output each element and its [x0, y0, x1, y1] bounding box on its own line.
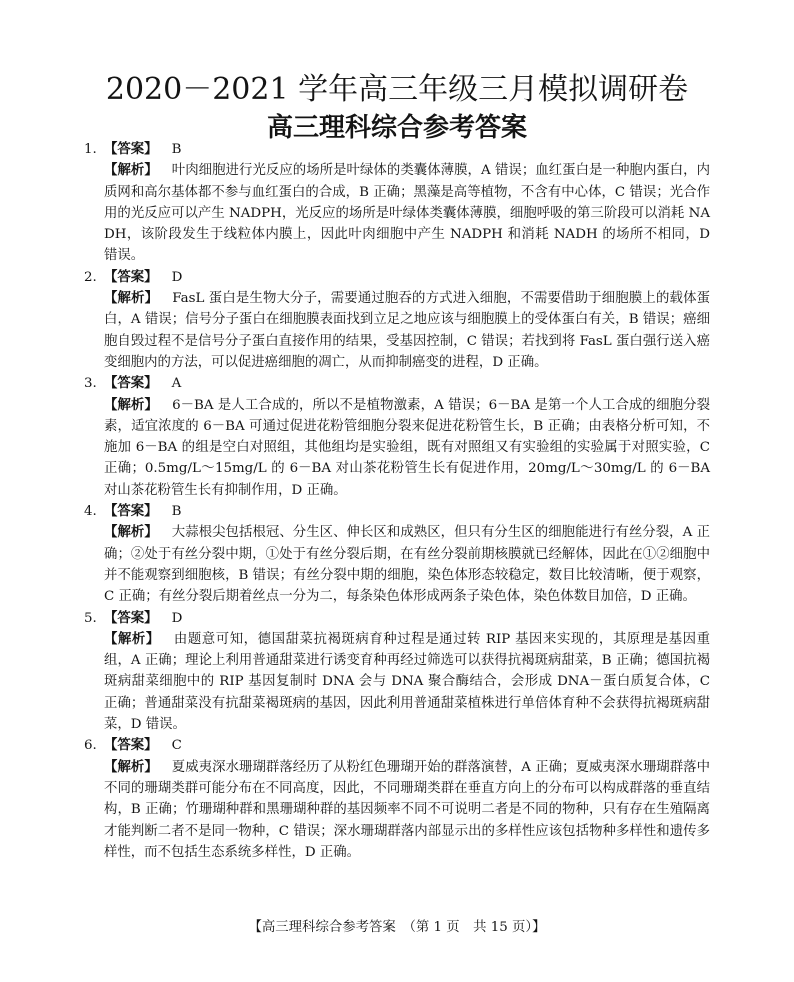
explanation-text: 由题意可知，德国甜菜抗褐斑病育种过程是通过转 RIP 基因来实现的，其原理是基因重组，A 正确；理论上利用普通甜菜进行诱变育种再经过筛选可以获得抗褐斑病甜菜，B 正确；德国抗褐斑病甜菜细胞中的 RIP 基因复制时 DNA 会与 DNA 聚合酶结合，会形成 DNA－蛋白质复合体，C 正确；普通甜菜没有抗甜菜褐斑病的基因，因此利用普通甜菜植株进行单倍体育种不会获得抗褐斑病甜菜，D 错误。 [104, 631, 710, 733]
question-number: 6. [84, 738, 97, 754]
explanation-tag: 【解析】 [104, 397, 159, 413]
answer-line [84, 139, 710, 160]
answer-list [84, 139, 711, 863]
answer-tag: 【答案】 [104, 269, 158, 285]
explanation-text: 夏威夷深水珊瑚群落经历了从粉红色珊瑚开始的群落演替，A 正确；夏威夷深水珊瑚群落中不同的珊瑚类群可能分布在不同高度，因此，不同珊瑚类群在垂直方向上的分布可以构成群落的垂直结构，B 正确；竹珊瑚种群和黑珊瑚种群的基因频率不同不可说明二者是不同的物种，只有存在生殖隔离才能判断二者不是同一物种，C 错误；深水珊瑚群落内部显示出的多样性应该包括物种多样性和遗传多样性，而不包括生态系统多样性，D 正确。 [104, 759, 710, 860]
explanation-tag: 【解析】 [104, 759, 158, 775]
answer-line [84, 373, 710, 394]
question-2 [84, 267, 711, 373]
explanation-tag: 【解析】 [104, 631, 160, 647]
exam-title: 2020－2021 学年高三年级三月模拟调研卷 [105, 72, 689, 107]
answer-value: B [171, 504, 182, 520]
question-6 [84, 735, 710, 863]
explanation-text: 叶肉细胞进行光反应的场所是叶绿体的类囊体薄膜，A 错误；血红蛋白是一种胞内蛋白，内质网和高尔基体都不参与血红蛋白的合成，B 正确；黑藻是高等植物，不含有中心体，C 错误；光合作用的光反应可以产生 NADPH，光反应的场所是叶绿体类囊体薄膜，细胞呼吸的第三阶段可以消耗 NADH，该阶段发生于线粒体内膜上，因此叶肉细胞中产生 NADPH 和消耗 NADH 的场所不相同，D 错误。 [104, 163, 710, 264]
answer-tag: 【答案】 [104, 610, 158, 626]
question-number: 1. [84, 142, 97, 157]
answer-line [84, 267, 710, 288]
explanation-text: 6－BA 是人工合成的，所以不是植物激素，A 错误；6－BA 是第一个人工合成的细胞分裂素，适宜浓度的 6－BA 可通过促进花粉管细胞分裂来促进花粉管生长，B 正确；由表格分析可知，不施加 6－BA 的组是空白对照组，其他组均是实验组，既有对照组又有实验组的实验属于对照实验，C 正确；0.5mg/L～15mg/L 的 6－BA 对山茶花粉管生长有促进作用，20mg/L～30mg/L 的 6－BA 对山茶花粉管生长有抑制作用，D 正确。 [104, 397, 711, 498]
answer-tag: 【答案】 [104, 504, 158, 520]
question-number: 3. [84, 376, 97, 392]
explanation-tag: 【解析】 [104, 291, 159, 307]
answer-line [84, 735, 710, 756]
question-number: 4. [84, 504, 97, 520]
answer-value: A [171, 376, 182, 392]
answer-line [84, 608, 710, 629]
answer-value: B [171, 142, 182, 157]
question-1 [84, 139, 710, 267]
answer-tag: 【答案】 [104, 738, 158, 754]
question-number: 5. [84, 610, 97, 626]
page-subtitle: 高三理科综合参考答案 [266, 113, 527, 143]
explanation-text: FasL 蛋白是生物大分子，需要通过胞吞的方式进入细胞，不需要借助于细胞膜上的载体蛋白，A 错误；信号分子蛋白在细胞膜表面找到立足之地应该与细胞膜上的受体蛋白有关，B 错误；癌细胞自毁过程不是信号分子蛋白直接作用的结果，受基因控制，C 错误；若找到将 FasL 蛋白强行送入癌变细胞内的方法，可以促进癌细胞的凋亡，从而抑制癌变的进程，D 正确。 [104, 291, 711, 370]
explanation-tag: 【解析】 [104, 525, 158, 541]
explanation-tag: 【解析】 [104, 163, 158, 179]
explanation-line [104, 629, 710, 735]
answer-value: C [171, 738, 182, 754]
question-3 [84, 373, 711, 501]
page-footer: 【高三理科综合参考答案 （第 1 页 共 15 页）】 [248, 920, 546, 935]
explanation-line [104, 522, 710, 607]
explanation-line [104, 757, 710, 863]
answer-tag: 【答案】 [104, 376, 158, 392]
answer-line [84, 501, 710, 522]
explanation-line [104, 160, 710, 266]
answer-value: D [171, 610, 183, 626]
question-4 [84, 501, 710, 607]
answer-tag: 【答案】 [104, 142, 158, 157]
explanation-line [104, 395, 710, 501]
explanation-line [104, 288, 710, 373]
question-number: 2. [84, 269, 97, 285]
explanation-text: 大蒜根尖包括根冠、分生区、伸长区和成熟区，但只有分生区的细胞能进行有丝分裂，A 正确；②处于有丝分裂中期，①处于有丝分裂后期，在有丝分裂前期核膜就已经解体，因此在①②细胞中并不能观察到细胞核，B 错误；有丝分裂中期的细胞，染色体形态较稳定，数目比较清晰，便于观察，C 正确；有丝分裂后期着丝点一分为二，每条染色体形成两条子染色体，染色体数目加倍，D 正确。 [104, 525, 710, 605]
question-5 [84, 608, 710, 736]
answer-value: D [171, 269, 183, 285]
